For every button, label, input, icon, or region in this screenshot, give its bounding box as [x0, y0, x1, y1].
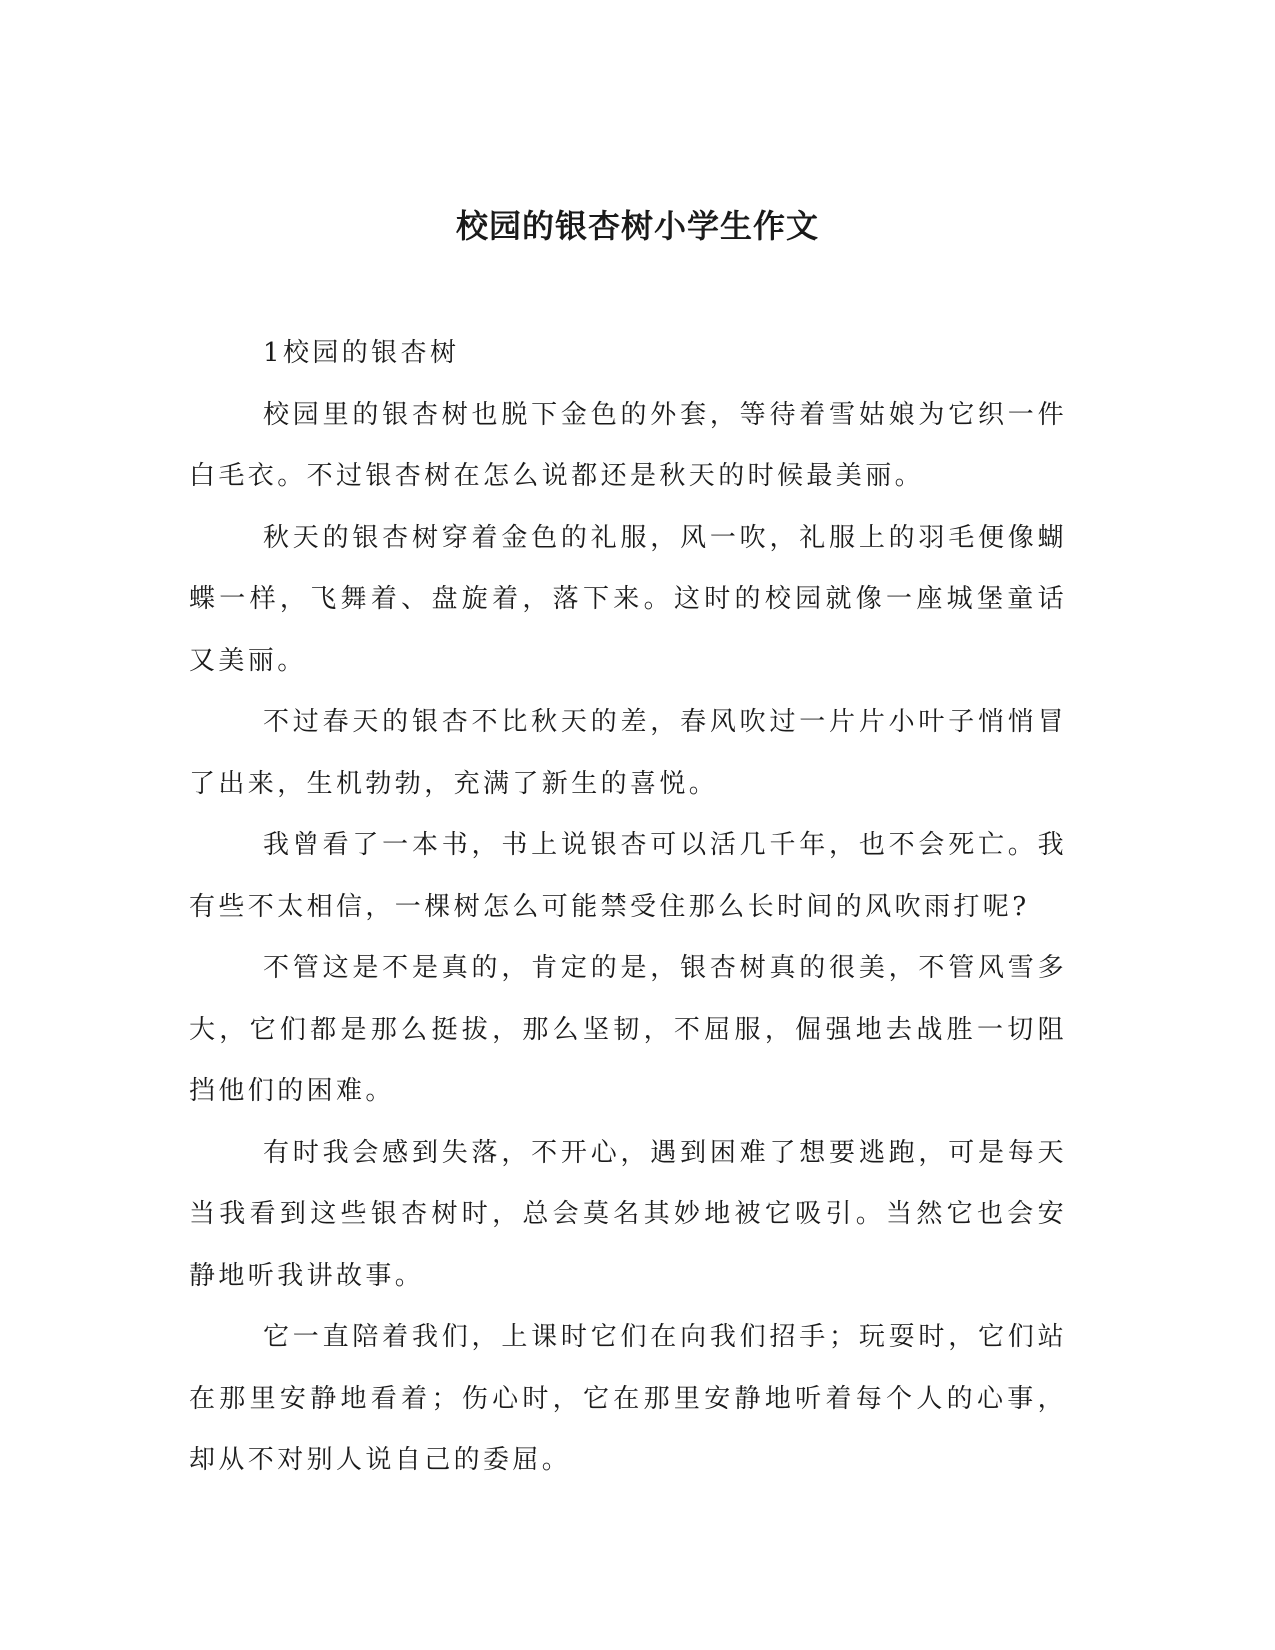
paragraph-4: 我曾看了一本书，书上说银杏可以活几千年，也不会死亡。我有些不太相信，一棵树怎么可能禁受住那么长时间的风吹雨打呢? — [189, 830, 1067, 922]
paragraph-7: 它一直陪着我们，上课时它们在向我们招手；玩耍时，它们站在那里安静地看着；伤心时，它在那里安静地听着每个人的心事，却从不对别人说自己的委屈。 — [189, 1322, 1067, 1475]
paragraph-5: 不管这是不是真的，肯定的是，银杏树真的很美，不管风雪多大，它们都是那么挺拔，那么坚韧，不屈服，倔强地去战胜一切阻挡他们的困难。 — [189, 953, 1067, 1106]
paragraph-6: 有时我会感到失落，不开心，遇到困难了想要逃跑，可是每天当我看到这些银杏树时，总会莫名其妙地被它吸引。当然它也会安静地听我讲故事。 — [189, 1137, 1067, 1291]
section-heading: 1校园的银杏树 — [263, 338, 460, 368]
paragraph-3: 不过春天的银杏不比秋天的差，春风吹过一片片小叶子悄悄冒了出来，生机勃勃，充满了新生的喜悦。 — [189, 707, 1067, 799]
paragraph-2: 秋天的银杏树穿着金色的礼服，风一吹，礼服上的羽毛便像蝴蝶一样，飞舞着、盘旋着，落下来。这时的校园就像一座城堡童话又美丽。 — [189, 522, 1067, 676]
paragraph-1: 校园里的银杏树也脱下金色的外套，等待着雪姑娘为它织一件白毛衣。不过银杏树在怎么说都还是秋天的时候最美丽。 — [189, 399, 1067, 491]
document-body — [189, 323, 1067, 1492]
document-title: 校园的银杏树小学生作文 — [455, 207, 819, 245]
